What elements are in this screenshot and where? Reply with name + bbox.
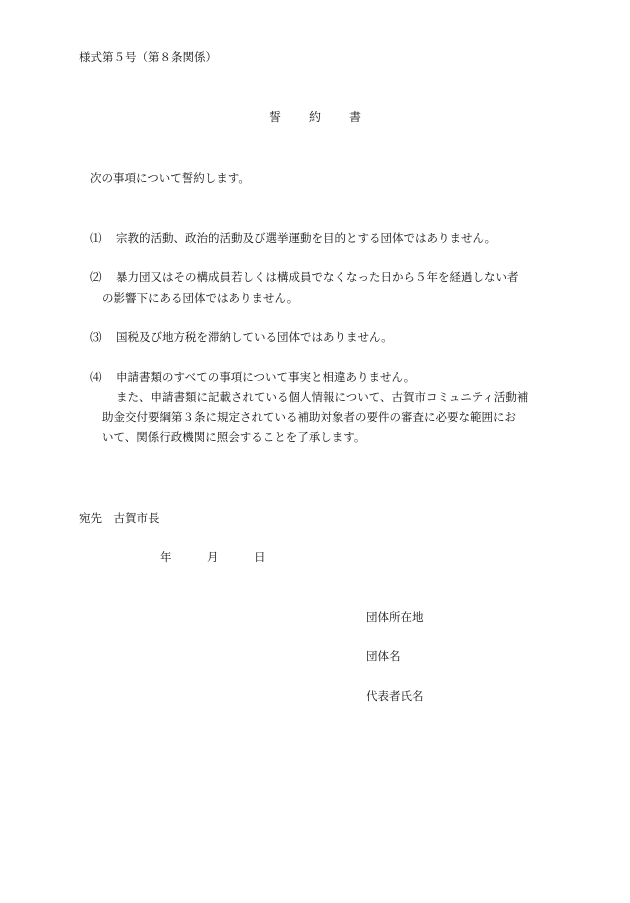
item-line: 申請書類のすべての事項について事実と相違ありません。 bbox=[116, 370, 416, 384]
item-line: 助金交付要綱第３条に規定されている補助対象者の要件の審査に必要な範囲にお bbox=[102, 410, 516, 424]
organization-address-label: 団体所在地 bbox=[366, 610, 424, 624]
item-line: いて、関係行政機関に照会することを了承します。 bbox=[102, 430, 366, 444]
item-line: 国税及び地方税を滞納している団体ではありません。 bbox=[116, 330, 393, 344]
item-line: また、申請書類に記載されている個人情報について、古賀市コミュニティ活動補 bbox=[116, 390, 529, 404]
item-number: ⑴ bbox=[90, 231, 102, 245]
item-line: 暴力団又はその構成員若しくは構成員でなくなった日から５年を経過しない者 bbox=[116, 270, 519, 284]
date-month-label: 月 bbox=[207, 550, 219, 564]
form-number: 様式第５号（第８条関係） bbox=[79, 50, 217, 64]
date-day-label: 日 bbox=[254, 550, 266, 564]
representative-name-label: 代表者氏名 bbox=[366, 689, 424, 703]
organization-name-label: 団体名 bbox=[366, 649, 401, 663]
intro-text: 次の事項について誓約します。 bbox=[90, 171, 250, 185]
date-year-label: 年 bbox=[160, 550, 172, 564]
document-title: 誓 約 書 bbox=[268, 110, 369, 124]
addressee: 宛先 古賀市長 bbox=[79, 511, 160, 525]
item-number: ⑶ bbox=[90, 330, 102, 344]
item-number: ⑷ bbox=[90, 370, 102, 384]
item-line: 宗教的活動、政治的活動及び選挙運動を目的とする団体ではありません。 bbox=[116, 231, 497, 245]
item-line: の影響下にある団体ではありません。 bbox=[102, 291, 299, 305]
item-number: ⑵ bbox=[90, 270, 102, 284]
